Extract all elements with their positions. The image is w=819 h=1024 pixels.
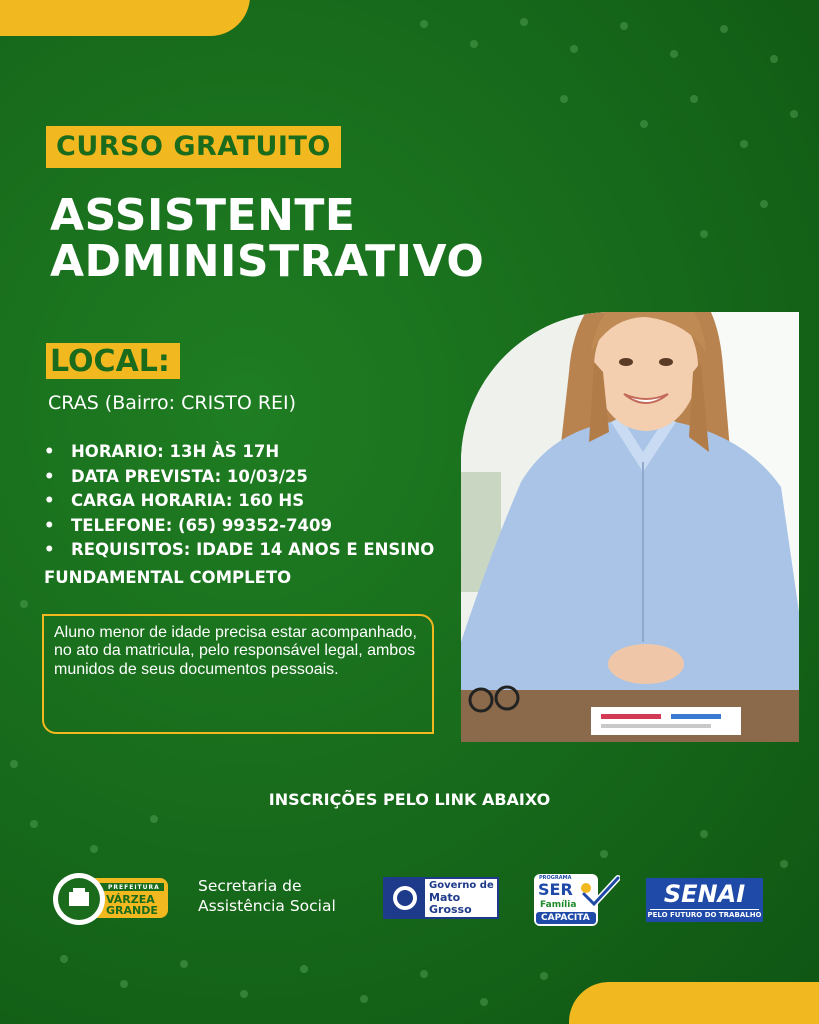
course-title-line1: ASSISTENTE [50, 190, 356, 241]
local-label: LOCAL: [46, 343, 180, 379]
senai-logo [646, 878, 763, 922]
ser-familia-capacita-logo [534, 874, 620, 926]
senai-name: SENAI [663, 880, 746, 908]
course-title-line2: ADMINISTRATIVO [50, 236, 485, 287]
varzea-grande-logo [52, 872, 170, 926]
woman-photo [461, 312, 799, 742]
varzea-grande-name2: GRANDE [106, 904, 158, 917]
secretaria-line2: Assistência Social [198, 897, 336, 915]
senai-tagline: PELO FUTURO DO TRABALHO [647, 911, 762, 919]
governo-mato-grosso-logo [383, 877, 499, 919]
governo-line2: Mato [429, 891, 461, 904]
detail-item-phone: • TELEFONE: (65) 99352-7409 [44, 515, 332, 535]
woman-illustration [461, 312, 799, 742]
course-badge: CURSO GRATUITO [46, 126, 341, 168]
venue-text: CRAS (Bairro: CRISTO REI) [48, 392, 297, 414]
details-list [44, 440, 434, 563]
ser-familia-familia: Família [540, 900, 577, 910]
partner-logos [0, 866, 819, 932]
governo-line1: Governo de [429, 880, 494, 891]
ser-familia-capacita: CAPACITA [541, 913, 590, 923]
corner-accent-top [0, 0, 250, 36]
secretaria-text [198, 876, 336, 916]
ser-familia-top: PROGRAMA [539, 875, 572, 881]
enrollment-text: INSCRIÇÕES PELO LINK ABAIXO [268, 790, 551, 809]
secretaria-line1: Secretaria de [198, 877, 302, 895]
notice-box: Aluno menor de idade precisa estar acompanhado, no ato da matricula, pelo responsável legal, ambos munidos de seus documentos pessoais. [42, 614, 434, 734]
varzea-grande-name1: VÁRZEA [106, 893, 155, 906]
detail-item-schedule: • HORARIO: 13H ÀS 17H [44, 442, 280, 461]
varzea-grande-top: PREFEITURA [108, 884, 160, 891]
detail-item-requirements: • REQUISITOS: IDADE 14 ANOS E ENSINO [44, 540, 435, 559]
ser-familia-ser: SER [538, 880, 573, 899]
detail-item-hours: • CARGA HORARIA: 160 HS [44, 491, 305, 510]
corner-accent-bottom [569, 982, 819, 1024]
detail-item-date: • DATA PREVISTA: 10/03/25 [44, 466, 308, 486]
governo-line3: Grosso [429, 903, 472, 916]
detail-requirements-continuation: FUNDAMENTAL COMPLETO [44, 568, 292, 587]
